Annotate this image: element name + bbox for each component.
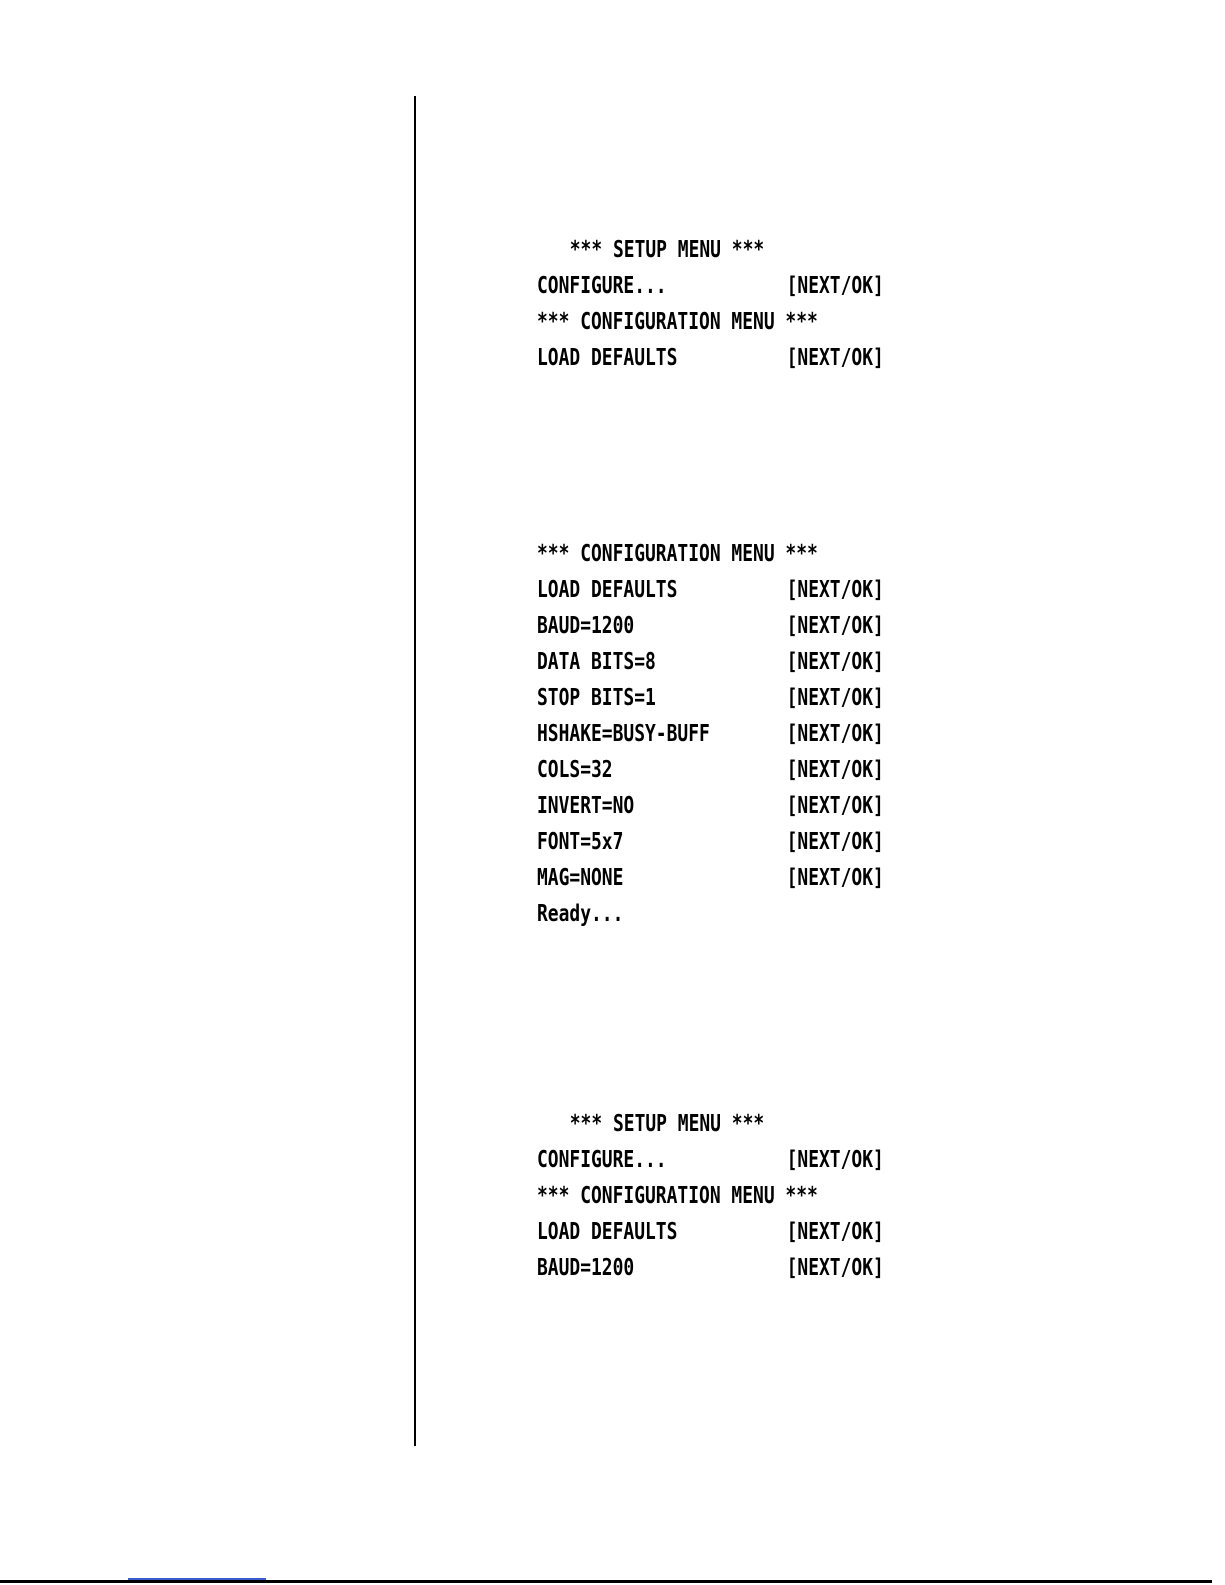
line-action: [NEXT/OK] xyxy=(786,1219,884,1245)
line-action: [NEXT/OK] xyxy=(786,793,884,819)
line-action: [NEXT/OK] xyxy=(786,273,884,299)
line-text: MAG=NONE xyxy=(537,865,624,891)
line-text: *** CONFIGURATION MENU *** xyxy=(537,309,818,335)
line-action: [NEXT/OK] xyxy=(786,577,884,603)
printout-line xyxy=(537,608,884,644)
printout-line xyxy=(537,1178,818,1214)
printout-setup-menu xyxy=(537,232,897,376)
line-action: [NEXT/OK] xyxy=(786,345,884,371)
line-text: BAUD=1200 xyxy=(537,613,635,639)
line-text: *** CONFIGURATION MENU *** xyxy=(537,541,818,567)
line-text: LOAD DEFAULTS xyxy=(537,345,678,371)
margin-rule xyxy=(414,96,416,1446)
printout-line xyxy=(537,1142,884,1178)
printout-line xyxy=(537,716,884,752)
printout-line xyxy=(537,788,884,824)
line-text: *** SETUP MENU *** xyxy=(569,1111,765,1137)
printout-line xyxy=(537,1250,884,1286)
line-text: CONFIGURE... xyxy=(537,273,667,299)
line-text: FONT=5x7 xyxy=(537,829,624,855)
line-text: CONFIGURE... xyxy=(537,1147,667,1173)
line-action: [NEXT/OK] xyxy=(786,649,884,675)
line-action: [NEXT/OK] xyxy=(786,865,884,891)
line-text: *** SETUP MENU *** xyxy=(569,237,765,263)
printout-line xyxy=(537,680,884,716)
printout-line xyxy=(537,896,818,932)
line-text: INVERT=NO xyxy=(537,793,635,819)
line-action: [NEXT/OK] xyxy=(786,685,884,711)
printout-line xyxy=(537,304,818,340)
printout-configuration-menu xyxy=(537,536,897,932)
line-text: HSHAKE=BUSY-BUFF xyxy=(537,721,710,747)
line-text: BAUD=1200 xyxy=(537,1255,635,1281)
line-text: STOP BITS=1 xyxy=(537,685,656,711)
line-action: [NEXT/OK] xyxy=(786,1255,884,1281)
printout-line xyxy=(537,752,884,788)
printout-line xyxy=(537,268,884,304)
line-action: [NEXT/OK] xyxy=(786,1147,884,1173)
line-action: [NEXT/OK] xyxy=(786,829,884,855)
line-text: DATA BITS=8 xyxy=(537,649,656,675)
line-action: [NEXT/OK] xyxy=(786,613,884,639)
line-text: Ready... xyxy=(537,901,624,927)
line-action: [NEXT/OK] xyxy=(786,757,884,783)
printout-line xyxy=(537,1214,884,1250)
printout-line xyxy=(537,644,884,680)
printout-line xyxy=(537,232,818,268)
printout-line xyxy=(537,536,818,572)
line-text: COLS=32 xyxy=(537,757,613,783)
line-text: *** CONFIGURATION MENU *** xyxy=(537,1183,818,1209)
printout-line xyxy=(537,824,884,860)
page-bottom-border xyxy=(0,1580,1212,1583)
printout-line xyxy=(537,340,884,376)
printout-line xyxy=(537,860,884,896)
line-action: [NEXT/OK] xyxy=(786,721,884,747)
printout-line xyxy=(537,572,884,608)
printout-line xyxy=(537,1106,818,1142)
printout-setup-menu-2 xyxy=(537,1106,897,1286)
line-text: LOAD DEFAULTS xyxy=(537,1219,678,1245)
line-text: LOAD DEFAULTS xyxy=(537,577,678,603)
